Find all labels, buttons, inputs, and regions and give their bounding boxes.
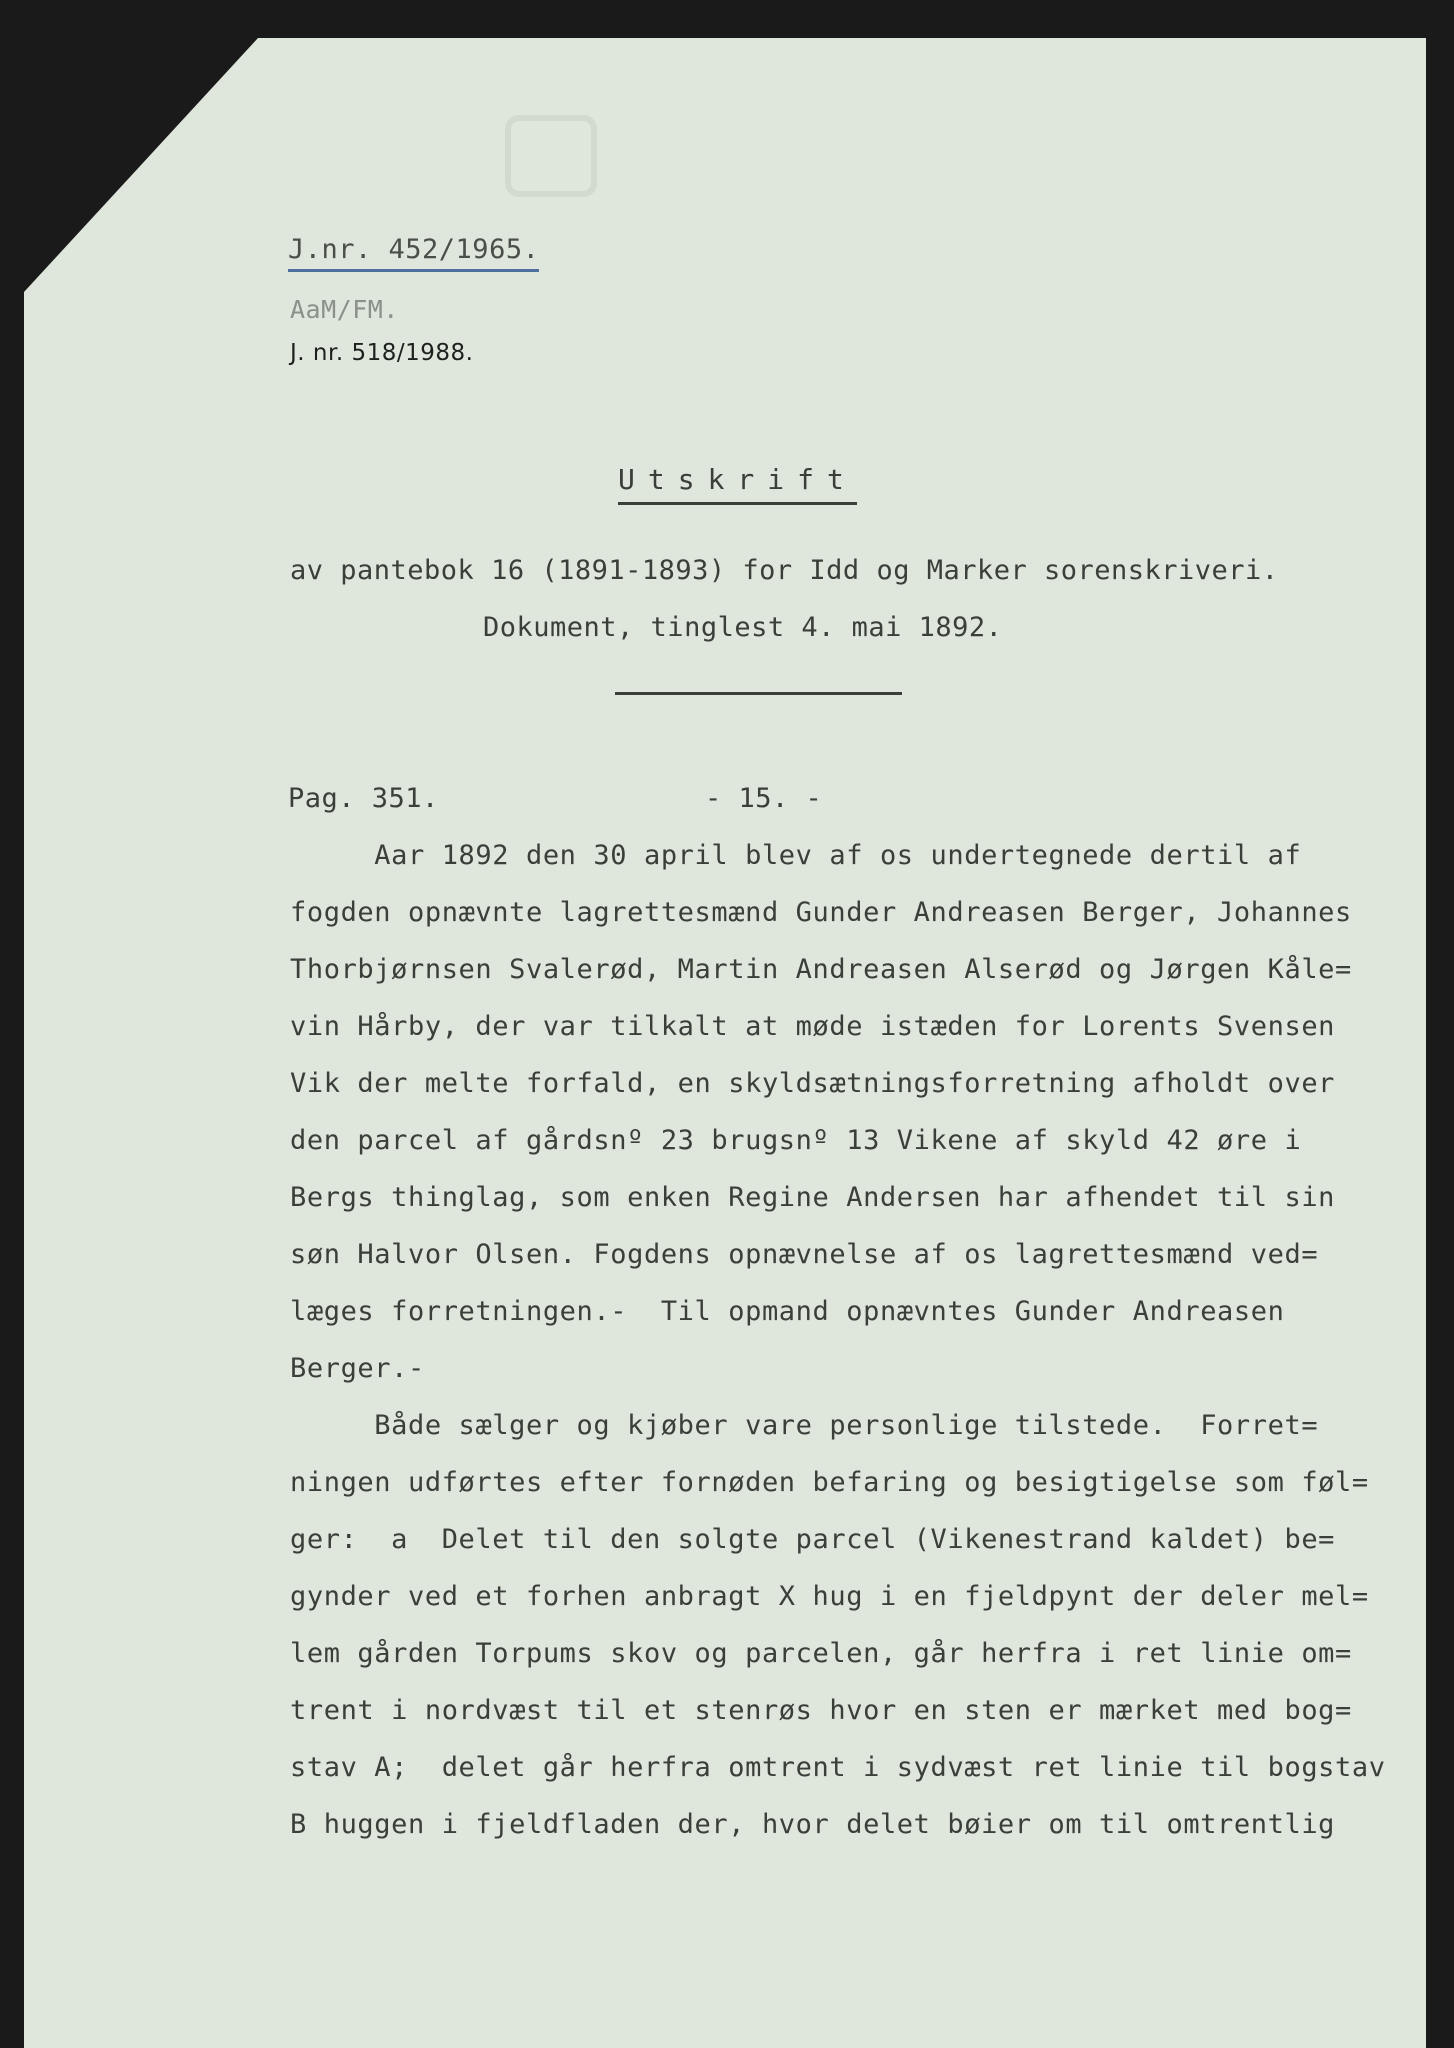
body-line: Berger.- [290, 1353, 425, 1384]
body-line: læges forretningen.- Til opmand opnævntes Gunder Andreasen [290, 1296, 1285, 1327]
body-line: B huggen i fjeldfladen der, hvor delet bøier om til omtrentlig [290, 1809, 1336, 1840]
subtitle-line-2: Dokument, tinglest 4. mai 1892. [483, 612, 1003, 643]
body-line: den parcel af gårdsnº 23 brugsnº 13 Vikene af skyld 42 øre i [290, 1125, 1302, 1156]
body-line: fogden opnævnte lagrettesmænd Gunder Andreasen Berger, Johannes [290, 897, 1352, 928]
body-line: ningen udførtes efter fornøden befaring og besigtigelse som føl= [290, 1467, 1369, 1498]
divider-rule [615, 692, 902, 695]
page-reference: Pag. 351. [288, 783, 439, 814]
journal-number-1: J.nr. 452/1965. [288, 234, 539, 272]
body-line: stav A; delet går herfra omtrent i sydvæst ret linie til bogstav [290, 1752, 1386, 1783]
body-line: trent i nordvæst til et stenrøs hvor en sten er mærket med bog= [290, 1695, 1352, 1726]
body-line: Bergs thinglag, som enken Regine Andersen har afhendet til sin [290, 1182, 1336, 1213]
body-line: lem gården Torpums skov og parcelen, går herfra i ret linie om= [290, 1638, 1352, 1669]
body-line: Aar 1892 den 30 april blev af os undertegnede dertil af [290, 840, 1302, 871]
subtitle-line-1: av pantebok 16 (1891-1893) for Idd og Marker sorenskriveri. [290, 555, 1279, 586]
body-line: gynder ved et forhen anbragt X hug i en fjeldpynt der deler mel= [290, 1581, 1369, 1612]
faint-stamp-mark [505, 115, 597, 197]
page-number: - 15. - [705, 783, 823, 814]
body-line: Thorbjørnsen Svalerød, Martin Andreasen Alserød og Jørgen Kåle= [290, 954, 1352, 985]
body-line: søn Halvor Olsen. Fogdens opnævnelse af os lagrettesmænd ved= [290, 1239, 1319, 1270]
journal-number-2: J. nr. 518/1988. [290, 340, 474, 366]
body-line: Vik der melte forfald, en skyldsætningsforretning afholdt over [290, 1068, 1336, 1099]
body-line: ger: a Delet til den solgte parcel (Vikenestrand kaldet) be= [290, 1524, 1336, 1555]
body-line: vin Hårby, der var tilkalt at møde istæden for Lorents Svensen [290, 1011, 1336, 1042]
body-line: Både sælger og kjøber vare personlige tilstede. Forret= [290, 1410, 1319, 1441]
initials: AaM/FM. [290, 295, 399, 324]
document-title: Utskrift [618, 463, 857, 505]
